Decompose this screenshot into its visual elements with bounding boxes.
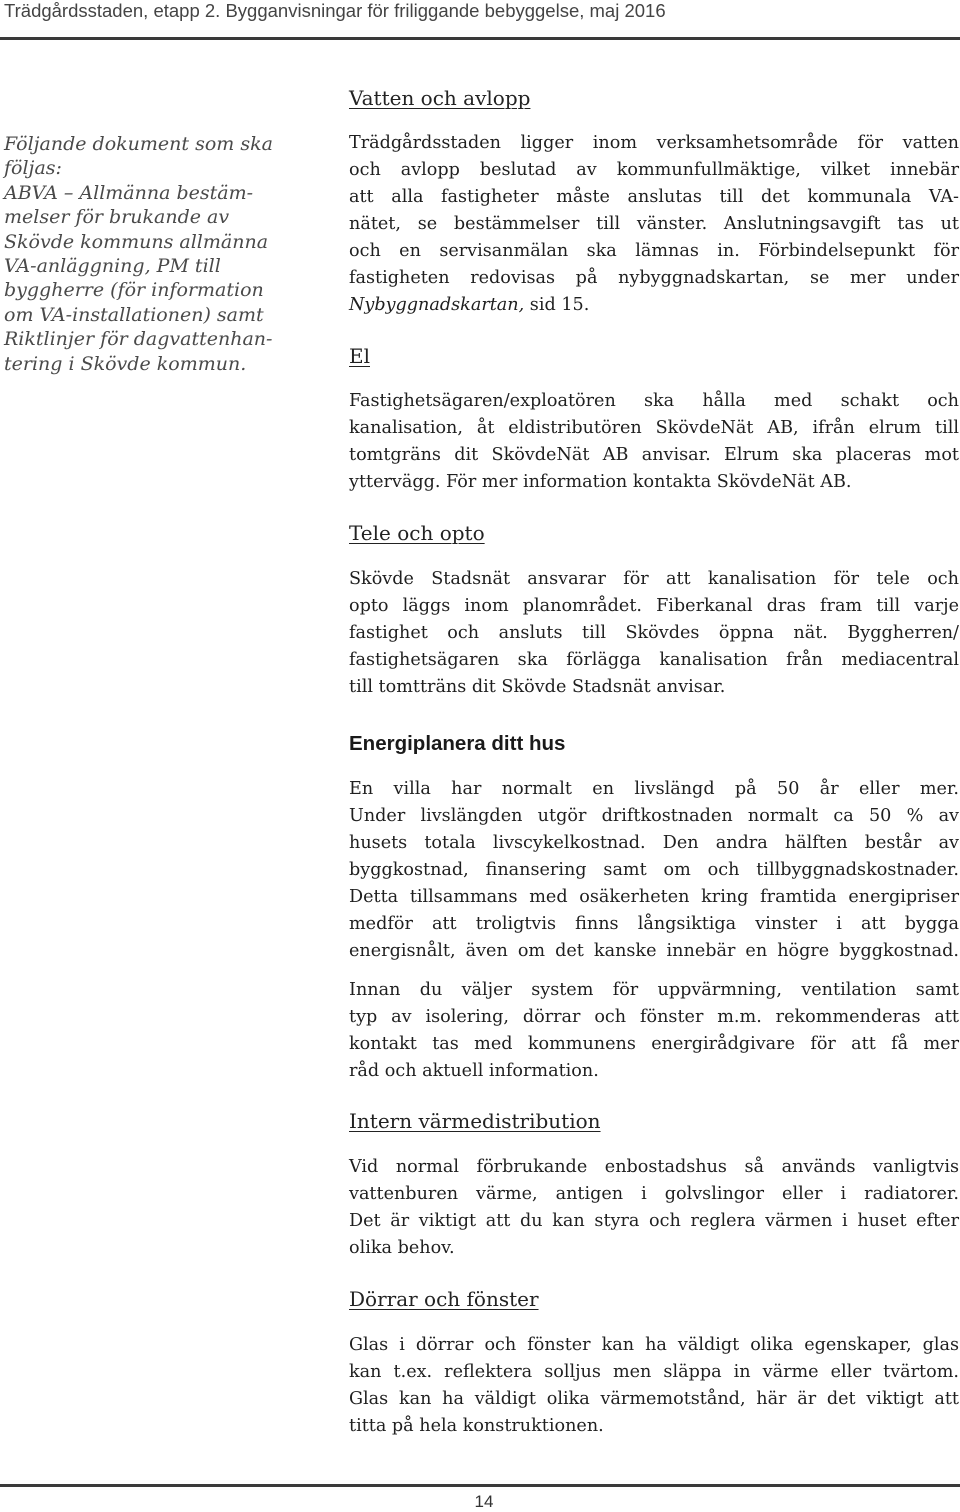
text-line: Skövde Stadsnät ansvarar för att kanalisation för tele och [349,569,959,589]
running-header [0,0,960,30]
reference-nybyggnadskartan: Nybyggnadskartan, [349,295,525,315]
sidebar-line: byggherre (för information [4,279,264,302]
text-line: Glas kan ha väldigt olika värmemotstånd, här är det viktigt att [349,1389,959,1409]
heading-el: El [349,344,370,368]
paragraph-tele [349,566,959,701]
text-line: Under livslängden utgör driftkostnaden normalt ca 50 % av [349,806,959,826]
text-line: Trädgårdsstaden ligger inom verksamhetsområde för vatten [349,133,959,153]
sidebar-line: följas: [4,157,62,180]
header-rule [0,37,960,40]
sidebar-line: Skövde kommuns allmänna [4,230,269,253]
text-line: Det är viktigt att du kan styra och reglera värmen i huset efter [349,1211,959,1231]
sidebar-line: Följande dokument som ska [4,133,273,155]
paragraph-vatten [349,130,959,319]
text-line: fastighet och ansluts till Skövdes öppna nät. Byggherren/ [349,623,959,643]
text-line: kontakt tas med kommunens energirådgivare för att få mer [349,1034,959,1054]
text-line: och avlopp beslutad av kommunfullmäktige, vilket innebär [349,160,959,180]
text-line: En villa har normalt en livslängd på 50 år eller mer. [349,779,959,799]
text-line: kanalisation, åt eldistributören SkövdeNät AB, ifrån elrum till [349,418,959,438]
heading-tele-och-opto: Tele och opto [349,521,485,545]
text-line: Innan du väljer system för uppvärmning, ventilation samt [349,980,959,1000]
running-header-text: Trädgårdsstaden, etapp 2. Bygganvisningar för friliggande bebyggelse, maj 2016 [4,0,666,21]
sidebar-line: Riktlinjer för dagvattenhan- [4,328,273,351]
heading-energiplanera: Energiplanera ditt hus [349,732,566,755]
text-line [349,292,959,319]
text-line: råd och aktuell information. [349,1061,599,1081]
paragraph-energi-1 [349,776,959,965]
text-line: opto läggs inom planområdet. Fiberkanal dras fram till varje [349,596,959,616]
text-line: titta på hela konstruktionen. [349,1416,604,1436]
heading-intern-varmedistribution: Intern värmedistribution [349,1109,601,1133]
text-line: fastighetsägaren ska förlägga kanalisation från mediacentral [349,650,959,670]
text-line: och en servisanmälan ska lämnas in. Förbindelsepunkt för [349,241,959,261]
sidebar-line: tering i Skövde kommun. [4,352,247,375]
text-line: byggkostnad, finansering samt om och tillbyggnadskostnader. [349,860,959,880]
text-line: Vid normal förbrukande enbostadshus så används vanligtvis [349,1157,959,1177]
text-line: yttervägg. För mer information kontakta SkövdeNät AB. [349,472,852,492]
text-line: typ av isolering, dörrar och fönster m.m. rekommenderas att [349,1007,959,1027]
text-line: energisnålt, även om det kanske innebär en högre byggkostnad. [349,941,959,961]
text-line: fastigheten redovisas på nybyggnadskartan, se mer under [349,268,959,288]
reference-page: sid 15. [524,295,590,315]
sidebar-line: melser för brukande av [4,206,230,229]
sidebar-note [4,132,304,376]
sidebar-line: om VA-installationen) samt [4,303,264,326]
text-line: kan t.ex. reflektera solljus men släppa in värme eller tvärtom. [349,1362,959,1382]
paragraph-dorrar [349,1332,959,1440]
sidebar-line: ABVA – Allmänna bestäm- [4,181,254,204]
text-line: till tomtträns dit Skövde Stadsnät anvisar. [349,677,726,697]
heading-vatten-och-avlopp: Vatten och avlopp [349,86,531,110]
sidebar-line: VA-anläggning, PM till [4,255,221,278]
page-number: 14 [474,1492,494,1511]
text-line: vattenburen värme, antigen i golvslingor eller i radiatorer. [349,1184,959,1204]
text-line: att alla fastigheter måste anslutas till det kommunala VA- [349,187,959,207]
text-line: husets totala livscykelkostnad. Den andra hälften består av [349,833,959,853]
heading-dorrar-och-fonster: Dörrar och fönster [349,1287,539,1311]
paragraph-el [349,388,959,496]
paragraph-energi-2 [349,977,959,1085]
paragraph-varme [349,1154,959,1262]
text-line: Fastighetsägaren/exploatören ska hålla med schakt och [349,391,959,411]
text-line: Detta tillsammans med osäkerheten kring framtida energipriser [349,887,959,907]
text-line: olika behov. [349,1238,455,1258]
text-line: nätet, se bestämmelser till vänster. Anslutningsavgift tas ut [349,214,959,234]
text-line: tomtgräns dit SkövdeNät AB anvisar. Elrum ska placeras mot [349,445,959,465]
text-line: Glas i dörrar och fönster kan ha väldigt olika egenskaper, glas [349,1335,959,1355]
footer-rule [0,1484,960,1487]
text-line: medför att troligtvis finns långsiktiga vinster i att bygga [349,914,959,934]
